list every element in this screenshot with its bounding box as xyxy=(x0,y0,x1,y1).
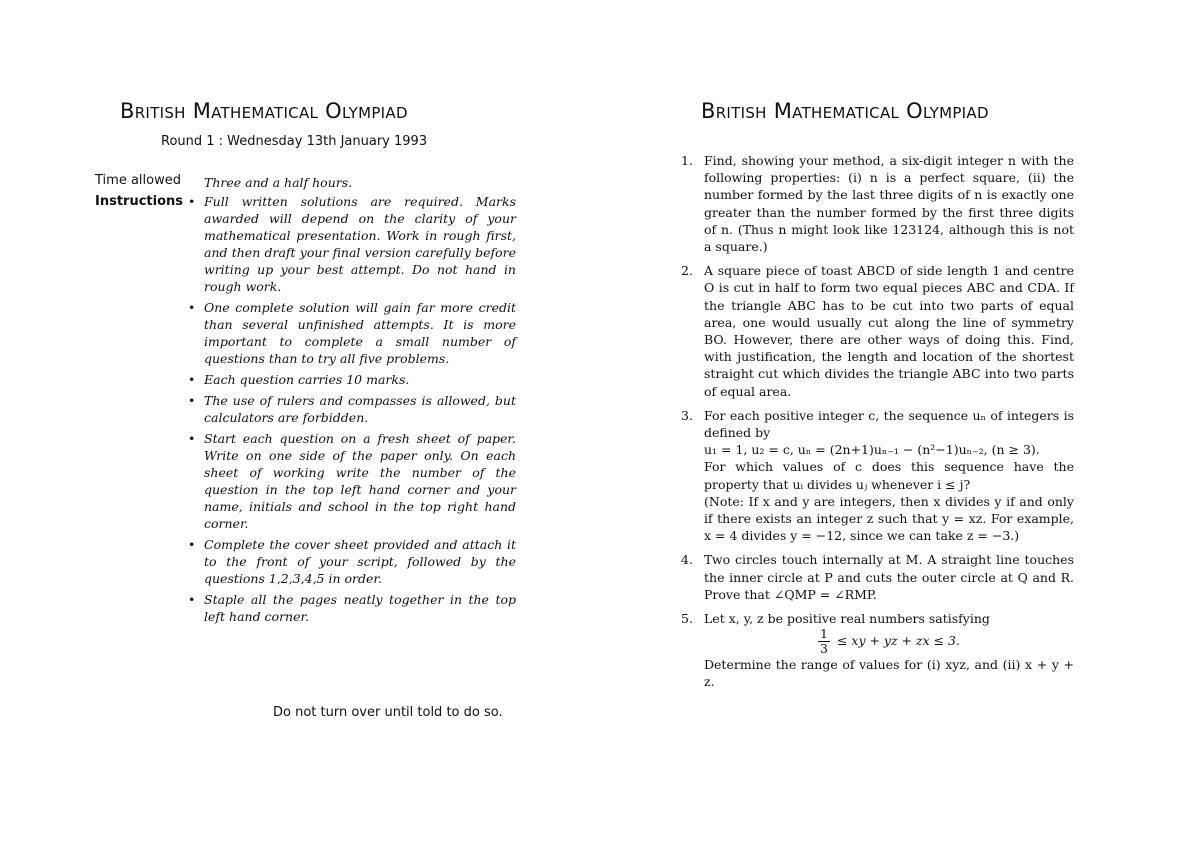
bullet-icon: • xyxy=(188,393,196,408)
recurrence-equation: u₁ = 1, u₂ = c, uₙ = (2n+1)uₙ₋₁ − (n²−1)uₙ₋₂, (n ≥ 3). xyxy=(704,442,1040,458)
problem-4 xyxy=(681,551,1074,603)
problem-2 xyxy=(681,262,1074,400)
problem-text: For each positive integer c, the sequence uₙ of integers is defined by xyxy=(704,407,1074,441)
instruction-item xyxy=(188,392,516,426)
problem-number: 4. xyxy=(681,552,693,568)
instruction-text: Staple all the pages neatly together in the top left hand corner. xyxy=(204,592,516,624)
instruction-item xyxy=(188,536,516,587)
problem-text: A square piece of toast ABCD of side length 1 and centre O is cut in half to form two equal pieces ABC and CDA. If the triangle ABC has to be cut into two parts of equal area, one would usually cut along the line of symmetry BO. However, there are other ways of doing this. Find, with justification, the length and location of the shortest straight cut which divides the triangle ABC into two parts of equal area. xyxy=(704,263,1074,399)
problem-text-2: Determine the range of values for (i) xyz, and (ii) x + y + z. xyxy=(704,657,1074,690)
problem-number: 2. xyxy=(681,263,693,279)
time-allowed-label: Time allowed xyxy=(95,173,181,188)
fraction-denominator: 3 xyxy=(820,641,828,657)
instruction-item xyxy=(188,591,516,625)
bullet-icon: • xyxy=(188,300,196,315)
bullet-icon: • xyxy=(188,194,196,209)
page-title xyxy=(120,99,408,123)
inequality-text: ≤ xy + yz + zx ≤ 3. xyxy=(836,633,960,649)
instruction-item xyxy=(188,430,516,532)
footer-note: Do not turn over until told to do so. xyxy=(273,705,503,720)
problem-note: (Note: If x and y are integers, then x divides y if and only if there exists an integer z such that y = xz. For example, x = 4 divides y = −12, since we can take z = −3.) xyxy=(704,493,1074,544)
problem-1 xyxy=(681,152,1074,255)
instructions-label: Instructions xyxy=(95,194,184,209)
problem-number: 5. xyxy=(681,611,693,627)
problems-page xyxy=(600,0,1200,848)
bullet-icon: • xyxy=(188,592,196,607)
problem-number: 3. xyxy=(681,407,693,423)
fraction-numerator: 1 xyxy=(820,626,828,642)
instruction-text: Complete the cover sheet provided and attach it to the front of your script, followed by the questions 1,2,3,4,5 in order. xyxy=(204,537,516,586)
problem-text: Two circles touch internally at M. A straight line touches the inner circle at P and cuts the outer circle at Q and R. Prove that ∠QMP = ∠RMP. xyxy=(704,552,1074,602)
title-text: British Mathematical Olympiad xyxy=(701,99,989,123)
bullet-icon: • xyxy=(188,537,196,552)
problem-text-2: For which values of c does this sequence have the property that uᵢ divides uⱼ whenever i ≤ j? xyxy=(704,459,1074,492)
problem-text: Find, showing your method, a six-digit integer n with the following properties: (i) n is a perfect square, (ii) the number formed by the last three digits of n is exactly one greater than the number formed by the first three digits of n. (Thus n might look like 123124, although this is not a square.) xyxy=(704,153,1074,255)
problem-5 xyxy=(681,610,1074,691)
instruction-text: Full written solutions are required. Marks awarded will depend on the clarity of your mathematical presentation. Work in rough first, and then draft your final version carefully before writing up your best attempt. Do not hand in rough work. xyxy=(204,194,516,294)
instructions-list xyxy=(188,193,516,629)
time-allowed-value: Three and a half hours. xyxy=(204,175,353,190)
instruction-item xyxy=(188,193,516,295)
inequality-equation xyxy=(704,627,1074,656)
instruction-item xyxy=(188,299,516,367)
bullet-icon: • xyxy=(188,431,196,446)
title-text: British Mathematical Olympiad xyxy=(120,99,408,123)
fraction xyxy=(818,627,830,656)
instruction-text: One complete solution will gain far more credit than several unfinished attempts. It is more important to complete a small number of questions than to try all five problems. xyxy=(204,300,516,366)
instruction-text: Start each question on a fresh sheet of paper. Write on one side of the paper only. On each sheet of working write the number of the question in the top left hand corner and your name, initials and school in the top right hand corner. xyxy=(204,431,516,531)
instruction-text: The use of rulers and compasses is allowed, but calculators are forbidden. xyxy=(204,393,516,425)
problem-list xyxy=(681,152,1074,698)
problem-number: 1. xyxy=(681,153,693,168)
page-title xyxy=(701,99,989,123)
instruction-text: Each question carries 10 marks. xyxy=(204,372,410,387)
bullet-icon: • xyxy=(188,372,196,387)
problem-text: Let x, y, z be positive real numbers satisfying xyxy=(704,611,990,627)
round-subtitle: Round 1 : Wednesday 13th January 1993 xyxy=(161,134,428,149)
instruction-item xyxy=(188,371,516,388)
problem-3 xyxy=(681,407,1074,545)
